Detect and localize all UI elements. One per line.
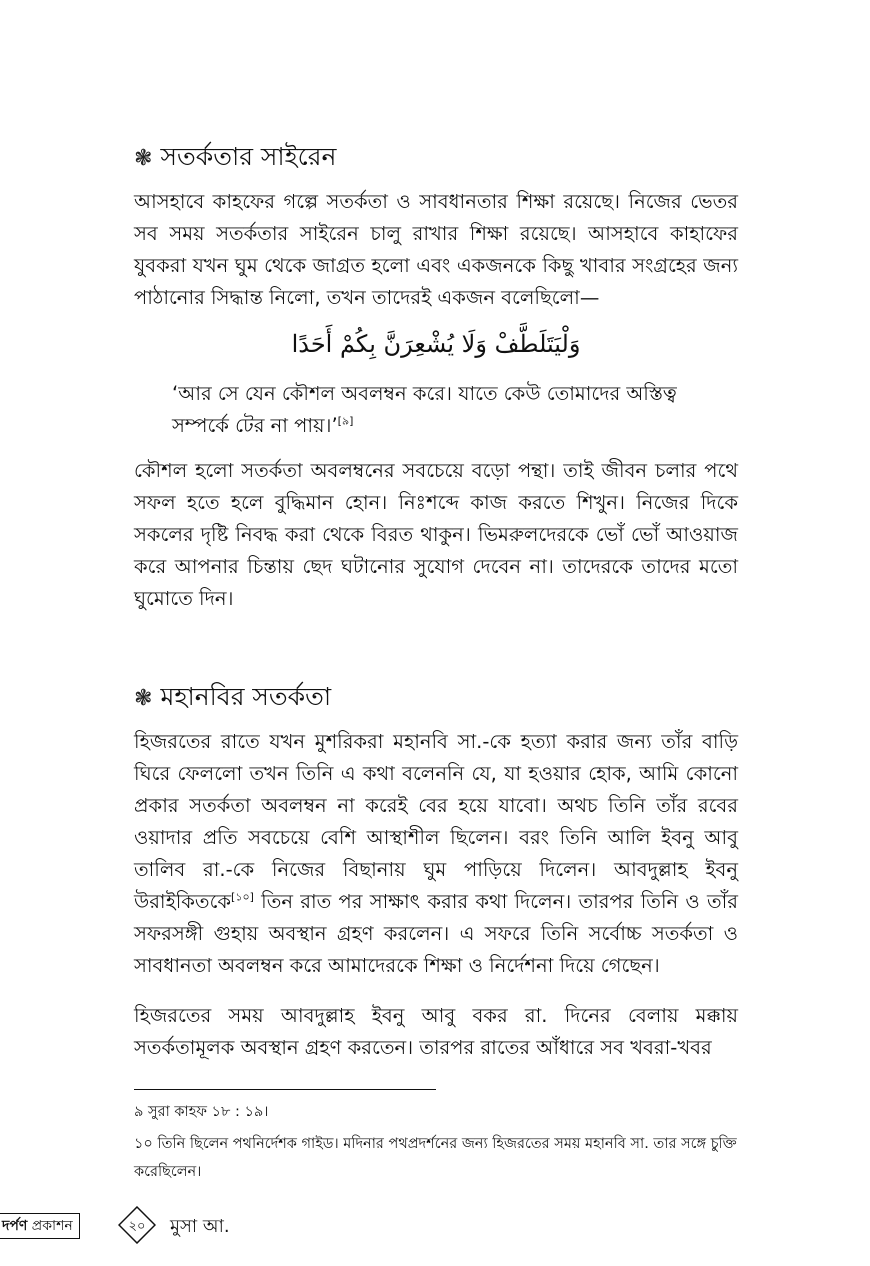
paragraph-text: হিজরতের রাতে যখন মুশরিকরা মহানবি সা.-কে হত্যা করার জন্য তাঁর বাড়ি ঘিরে ফেললো তখন তিনি এ কথা বলেননি যে, যা হওয়ার হোক, আমি কোনো প্রকার সতর্কতা অবলম্বন না করেই বের হয়ে যাবো। অথচ তিনি তাঁর রবের ওয়াদার প্রতি সবচেয়ে বেশি আস্থাশীল ছিলেন। বরং তিনি আলি ইবনু আবু তালিব রা.-কে নিজের বিছানায় ঘুম পাড়িয়ে দিলেন। আবদুল্লাহ ইবনু উরাইকিতকে xyxy=(134,730,738,913)
section-heading-alarm xyxy=(134,137,336,180)
section-heading-prophet-caution xyxy=(134,677,331,720)
paragraph-text: তিন রাত পর সাক্ষাৎ করার কথা দিলেন। তারপর তিনি ও তাঁর সফরসঙ্গী গুহায় অবস্থান গ্রহণ করলেন। এ সফরে তিনি সর্বোচ্চ সতর্কতা ও সাবধানতা অবলম্বন করে আমাদেরকে শিক্ষা ও নির্দেশনা দিয়ে গেছেন। xyxy=(134,890,738,977)
footnote: ৯ সুরা কাহফ ১৮ : ১৯। xyxy=(134,1104,269,1120)
page-number-badge xyxy=(118,1206,156,1244)
section-heading-text: মহানবির সতর্কতা xyxy=(160,682,332,711)
publisher-suffix: প্রকাশন xyxy=(31,1218,73,1234)
footnote: ১০ তিনি ছিলেন পথনির্দেশক গাইড। মদিনার পথপ্রদর্শনের জন্য হিজরতের সময় মহানবি সা. তার সঙ্গে চুক্তি করেছিলেন। xyxy=(134,1136,737,1180)
arabic-verse: وَلْيَتَلَطَّفْ وَلَا يُشْعِرَنَّ بِكُمْ أَحَدًا xyxy=(291,330,581,358)
verse-translation-text: ‘আর সে যেন কৌশল অবলম্বন করে। যাতে কেউ তোমাদের অস্তিত্ব সম্পর্কে টের না পায়।’ xyxy=(172,382,677,437)
footnote-ref: [১০] xyxy=(231,890,254,904)
paragraph xyxy=(134,726,738,982)
publisher-brand: দর্পণ xyxy=(2,1218,28,1234)
section-heading-text: সতর্কতার সাইরেন xyxy=(160,142,337,171)
publisher-label xyxy=(0,1213,80,1239)
paragraph: আসহাবে কাহফের গল্পে সতর্কতা ও সাবধানতার শিক্ষা রয়েছে। নিজের ভেতর সব সময় সতর্কতার সাইরেন চালু রাখার শিক্ষা রয়েছে। আসহাবে কাহাফের যুবকরা যখন ঘুম থেকে জাগ্রত হলো এবং একজনকে কিছু খাবার সংগ্রহের জন্য পাঠানোর সিদ্ধান্ত নিলো, তখন তাদেরই একজন বলেছিলো— xyxy=(134,190,738,309)
book-title: মুসা আ. xyxy=(170,1216,230,1237)
page-number: ২০ xyxy=(128,1219,146,1234)
section-ornament-icon: ❃ xyxy=(134,146,153,171)
paragraph: কৌশল হলো সতর্কতা অবলম্বনের সবচেয়ে বড়ো পন্থা। তাই জীবন চলার পথে সফল হতে হলে বুদ্ধিমান হোন। নিঃশব্দে কাজ করতে শিখুন। নিজের দিকে সকলের দৃষ্টি নিবদ্ধ করা থেকে বিরত থাকুন। ভিমরুলদেরকে ভোঁ ভোঁ আওয়াজ করে আপনার চিন্তায় ছেদ ঘটানোর সুযোগ দেবেন না। তাদেরকে তাদের মতো ঘুমোতে দিন। xyxy=(134,459,738,610)
page-footer xyxy=(0,1200,400,1252)
footnote-ref: [৯] xyxy=(337,414,354,428)
footnote-divider xyxy=(134,1089,436,1090)
section-ornament-icon: ❃ xyxy=(134,686,153,711)
paragraph: হিজরতের সময় আবদুল্লাহ ইবনু আবু বকর রা. দিনের বেলায় মক্কায় সতর্কতামূলক অবস্থান গ্রহণ করতেন। তারপর রাতের আঁধারে সব খবরা-খবর xyxy=(134,1004,738,1059)
verse-translation xyxy=(172,378,732,442)
